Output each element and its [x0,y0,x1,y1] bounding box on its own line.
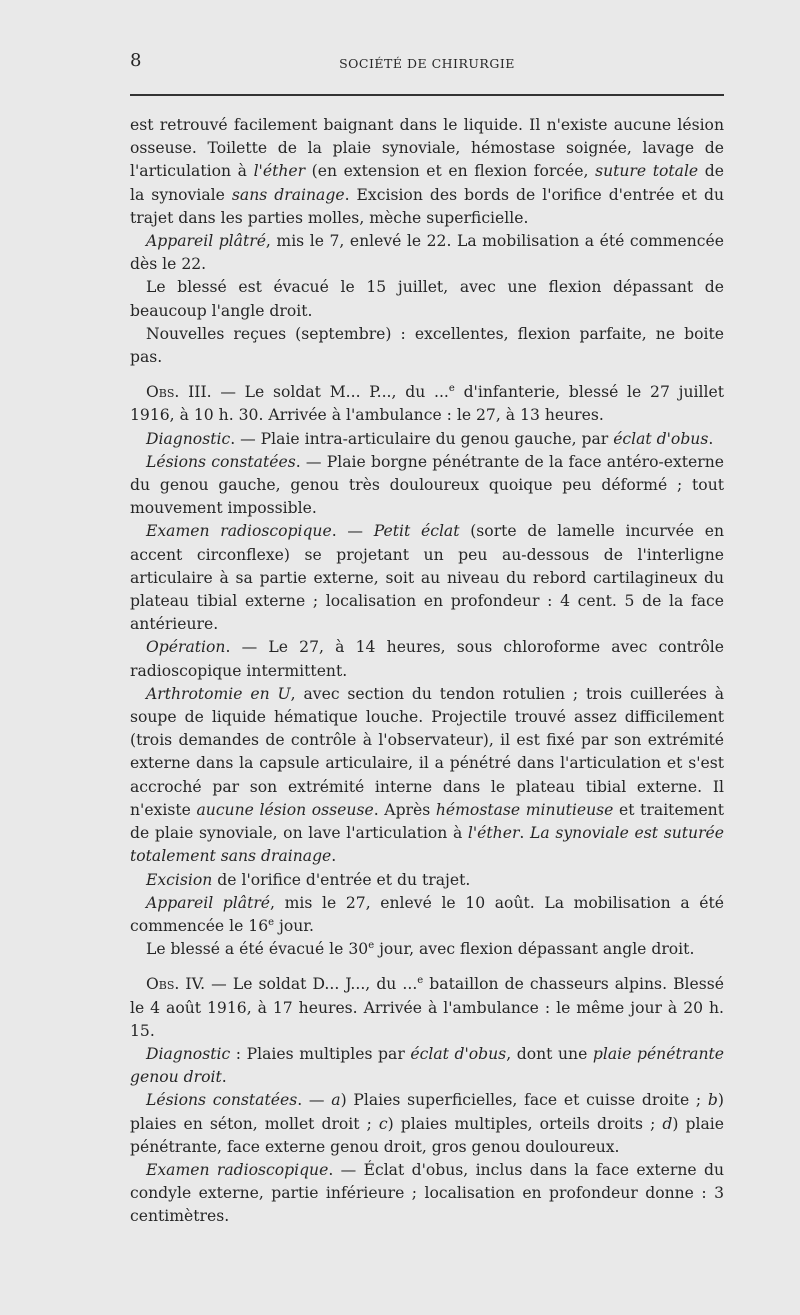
text-run: ) Plaies superficielles, face et cuisse droite ; [340,1091,708,1110]
italic-run: hémostase minutieuse [435,800,614,819]
page-number: 8 [130,50,142,71]
italic-run: c [378,1114,388,1133]
italic-run: a [331,1091,341,1110]
paragraph-p13 [130,938,724,961]
paragraph-p4 [130,323,724,369]
text-run: ) plaies multiples, orteils droits ; [387,1114,663,1133]
page-header [130,50,724,76]
text-run: . — Le 27, à 14 heures, sous chloroforme avec contrôle radioscopique intermittent. [130,638,724,680]
italic-run: d [662,1114,673,1133]
paragraph-p8 [130,520,724,636]
italic-run: Appareil plâtré [146,893,271,912]
italic-run: Excision [146,870,213,889]
italic-run: suture totale [595,162,699,181]
paragraph-p16 [130,1089,724,1159]
superscript: e [268,916,275,928]
paragraph-p10 [130,683,724,869]
text-run: — Le soldat D... J..., du ... [205,975,418,994]
text-run: Le blessé est évacué le 15 juillet, avec une flexion dépassant de beaucoup l'angle droit. [130,278,724,320]
running-title: SOCIÉTÉ DE CHIRURGIE [339,56,515,71]
paragraph-p15 [130,1043,724,1089]
text-run: , mis le 7, enlevé le 22. La mobilisation a été commencée dès le 22. [130,232,724,274]
italic-run: Petit éclat [373,522,460,541]
italic-run: b [707,1091,718,1110]
paragraph-p9 [130,636,724,682]
superscript: e [368,939,375,951]
text-run: jour, avec flexion dépassant angle droit. [374,940,695,959]
text-run: . Excision des bords de l'orifice d'entrée et du trajet dans les parties molles, mèche superficielle. [130,185,724,227]
text-run: . [331,847,337,866]
body-text [130,114,724,1229]
paragraph-p12 [130,892,724,938]
header-rule [130,94,724,96]
paragraph-p3 [130,276,724,322]
paragraph-p11 [130,869,724,892]
italic-run: Diagnostic [146,429,231,448]
text-run: Nouvelles reçues (septembre) : excellentes, flexion parfaite, ne boite pas. [130,324,724,367]
text-run: . — Éclat d'obus, inclus dans la face externe du condyle externe, partie inférieure ; localisation en profondeur donne : 3 centimètres. [130,1160,724,1226]
text-run: ) plaies en séton, mollet droit ; [130,1091,724,1133]
italic-run: La synoviale est suturée totalement sans drainage [130,824,724,866]
italic-run: Lésions constatées [146,1091,298,1110]
paragraph-p5 [130,381,724,427]
text-run: est retrouvé facilement baignant dans le liquide. Il n'existe aucune lésion osseuse. Toilette de la plaie synoviale, hémostase soignée, lavage de l'articulation à [130,116,724,181]
observation-label: Obs. IV. [146,975,206,994]
text-run: , avec section du tendon rotulien ; trois cuillerées à soupe de liquide hématique louche. Projectile trouvé assez difficilement (trois demandes de contrôle à l'observateur), il est fixé par son extrémité externe dans la capsule articulaire, il a pénétré dans l'articulation et s'est accroché par son extrémité interne dans le plateau tibial externe. Il n'existe [130,684,724,819]
text-run: . [519,824,531,843]
text-run: : Plaies multiples par [230,1044,411,1063]
italic-run: Appareil plâtré [146,232,266,251]
superscript: e [417,975,424,987]
italic-run: sans drainage [231,185,345,204]
paragraph-p2 [130,230,724,276]
text-run: . — [331,522,374,541]
text-run: (en extension et en flexion forcée, [305,162,596,181]
text-run: Le blessé a été évacué le 30 [146,940,369,959]
text-run: — Le soldat M... P..., du ... [211,383,449,402]
italic-run: Arthrotomie en U [146,684,291,703]
paragraph-p1 [130,114,724,230]
paragraph-p14 [130,973,724,1043]
text-run: (sorte de lamelle incurvée en accent circonflexe) se projetant un peu au-dessous de l'interligne articulaire à sa partie externe, soit au niveau du rebord cartilagineux du plateau tibial externe ; localisation en profondeur : 4 cent. 5 de la face antérieure. [130,522,725,634]
italic-run: Lésions constatées [146,452,296,471]
text-run: . — Plaie borgne pénétrante de la face antéro-externe du genou gauche, genou très douloureux quoique peu déformé ; tout mouvement impossible. [130,452,724,518]
text-run: jour. [274,916,314,935]
paragraph-p6 [130,428,724,451]
text-run: et traitement de plaie synoviale, on lave l'articulation à [130,800,724,843]
italic-run: Examen radioscopique [146,522,332,541]
italic-run: plaie pénétrante genou droit [130,1044,725,1087]
paragraph-p7 [130,451,724,521]
italic-run: aucune lésion osseuse [196,800,374,819]
text-run: . — [297,1091,332,1110]
italic-run: l'éther [253,162,306,181]
text-run: . — Plaie intra-articulaire du genou gauche, par [230,429,614,448]
italic-run: éclat d'obus [410,1044,507,1063]
text-run: de l'orifice d'entrée et du trajet. [212,870,471,889]
text-run: , dont une [506,1044,593,1063]
text-run: . [221,1068,227,1087]
text-run: . [708,429,714,448]
observation-label: Obs. III. [146,383,212,402]
paragraph-p17 [130,1159,724,1229]
text-run: , mis le 27, enlevé le 10 août. La mobilisation a été commencée le 16 [130,893,724,935]
italic-run: l'éther [467,824,520,843]
text-run: ) plaie pénétrante, face externe genou droit, gros genou douloureux. [130,1114,725,1156]
text-run: bataillon de chasseurs alpins. Blessé le 4 août 1916, à 17 heures. Arrivée à l'ambulance : le même jour à 20 h. 15. [130,975,725,1040]
text-run: d'infanterie, blessé le 27 juillet 1916, à 10 h. 30. Arrivée à l'ambulance : le 27, à 13 heures. [130,383,724,425]
text-run: . Après [373,800,436,819]
italic-run: Examen radioscopique [146,1160,329,1179]
superscript: e [448,383,455,395]
italic-run: Diagnostic [146,1044,231,1063]
italic-run: Opération [146,638,226,657]
italic-run: éclat d'obus [613,429,709,448]
text-run: de la synoviale [130,162,724,204]
